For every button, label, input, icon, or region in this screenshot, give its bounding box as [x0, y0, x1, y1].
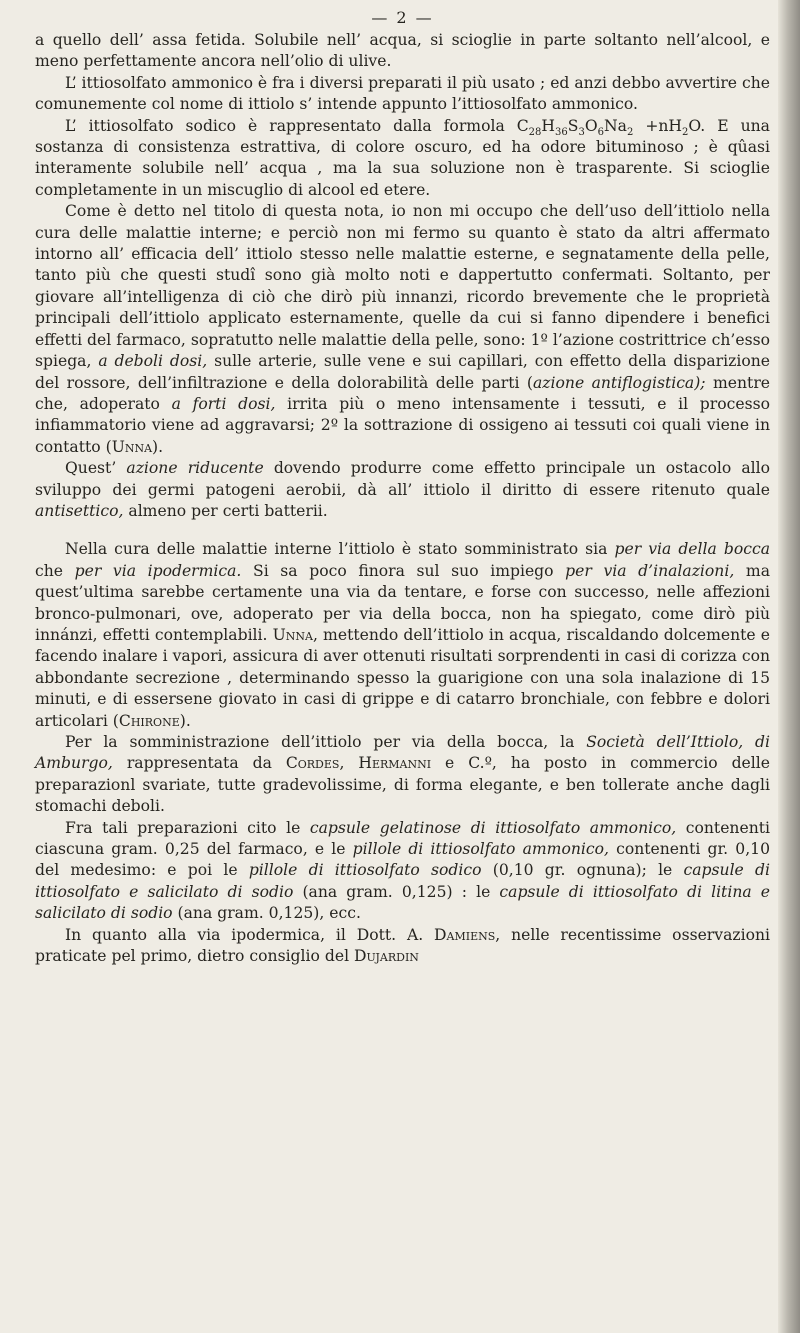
author-name: Unna: [272, 625, 313, 644]
paragraph-7: Per la somministrazione dell’ittiolo per via della bocca, la Società dell’Ittiolo, di Amburgo, rappresentata da Cordes, Hermanni e C.º, ha posto in commercio delle preparazionl svariate, tutte gradevolissime, di forma elegante, e ben tollerate anche dagli stomachi deboli.: [35, 733, 770, 816]
author-name: Chirone: [118, 711, 180, 730]
italic-term: Società dell’Ittiolo, di Amburgo,: [35, 733, 770, 773]
italic-term: pillole di ittiosolfato sodico: [248, 861, 482, 880]
paragraph-9: In quanto alla via ipodermica, il Dott. A. Damiens, nelle recentissime osservazioni praticate pel primo, dietro consiglio del Dujardin: [35, 925, 770, 966]
author-name: Cordes: [285, 754, 340, 773]
paragraph-5: Quest’ azione riducente dovendo produrre come effetto principale un ostacolo allo sviluppo dei germi patogeni aerobii, dà all’ ittiolo il diritto di essere ritenuto quale antisettico, almeno per certi batterii.: [35, 459, 770, 520]
italic-term: per via d’inalazioni,: [565, 561, 735, 580]
author-name: Damiens: [434, 925, 496, 944]
author-name: Hermanni: [358, 754, 432, 773]
italic-term: capsule gelatinose di ittiosolfato ammonico,: [309, 818, 677, 837]
paragraph-4: Come è detto nel titolo di questa nota, io non mi occupo che dell’uso dell’ittiolo nella cura delle malattie interne; e perciò non mi fermo su quanto è stato da altri affermato intorno all’ efficacia dell’ ittiolo stesso nelle malattie esterne, e segnatamente della pelle, tanto più che questi studî sono già molto noti e dappertutto confermati. Soltanto, per giovare all’intelligenza di ciò che dirò più innanzi, ricordo brevemente che le proprietà principali dell’ittiolo applicato esternamente, quelle da cui si fanno dipendere i benefici effetti del farmaco, sopratutto nelle malattie della pelle, sono: 1º l’azione costrittrice ch’esso spiega, a deboli dosi, sulle arterie, sulle vene e sui capillari, con effetto della disparizione del rossore, dell’infiltrazione e della dolorabilità delle parti (azione antiflogistica); mentre che, adoperato a forti dosi, irrita più o meno intensamente i tessuti, e il processo infiammatorio viene ad aggravarsi; 2º la sottrazione di ossigeno ai tessuti coi quali viene in contatto (Unna).: [35, 202, 770, 456]
chemical-formula: $C_{28}H_{36}S_3O_6Na_2 +nH_2O$.: [516, 116, 706, 138]
paragraph-3: [35, 116, 770, 202]
italic-term: per via della bocca: [614, 540, 770, 559]
author-name: Unna: [111, 437, 153, 456]
italic-term: per via ipodermica.: [74, 561, 242, 580]
italic-term: antisettico,: [35, 501, 124, 520]
text-run: E una sostanza di consistenza estrattiva, di colore oscuro, ed ha odore bituminoso ; è qûasi interamente solubile nell’ acqua , ma la sua soluzione non è trasparente. Si scioglie completamente in un miscuglio di alcool ed etere.: [35, 116, 770, 199]
paragraph-1: a quello dell’ assa fetida. Solubile nell’ acqua, si scioglie in parte soltanto nell’alcool, e meno perfettamente ancora nell’olio di ulive.: [35, 31, 770, 71]
author-name: Dujardin: [354, 947, 419, 966]
italic-term: azione antiflogistica);: [533, 373, 706, 392]
italic-term: pillole di ittiosolfato ammonico,: [352, 840, 609, 859]
italic-term: a forti dosi,: [171, 394, 276, 413]
page-number: — 2 —: [371, 8, 434, 27]
italic-term: capsule di ittiosolfato di litina e salicilato di sodio: [35, 882, 770, 923]
paragraph-8: Fra tali preparazioni cito le capsule gelatinose di ittiosolfato ammonico, contenenti ciascuna gram. 0,25 del farmaco, e le pillole di ittiosolfato ammonico, contenenti gr. 0,10 del medesimo: e poi le pillole di ittiosolfato sodico (0,10 gr. ognuna); le capsule di ittiosolfato e salicilato di sodio (ana gram. 0,125) : le capsule di ittiosolfato di litina e salicilato di sodio (ana gram. 0,125), ecc.: [35, 818, 770, 923]
paragraph-gap: [35, 522, 770, 539]
paragraph-2: L’ ittiosolfato ammonico è fra i diversi preparati il più usato ; ed anzi debbo avvertire che comunemente col nome di ittiolo s’ intende appunto l’ittiosolfato ammonico.: [35, 73, 770, 114]
body-text: [35, 30, 770, 967]
italic-term: capsule di ittiosolfato e salicilato di sodio: [35, 861, 770, 901]
paragraph-6: Nella cura delle malattie interne l’ittiolo è stato somministrato sia per via della bocca che per via ipodermica. Si sa poco finora sul suo impiego per via d’inalazioni, ma quest’ultima sarebbe certamente una via da tentare, e forse con successo, nelle affezioni bronco-pulmonari, ove, adoperato per via della bocca, non ha spiegato, come dirò più innánzi, effetti contemplabili. Unna, mettendo dell’ittiolo in acqua, riscaldando dolcemente e facendo inalare i vapori, assicura di aver ottenuti risultati sorprendenti in casi di corizza con abbondante secrezione , determinando spesso la guarigione con una sola inalazione di 15 minuti, e di essersene giovato in casi di grippe e di catarro bronchiale, con febbre e dolori articolari (Chirone).: [35, 540, 770, 730]
text-run: L’ ittiosolfato sodico è rappresentato dalla formola: [65, 116, 517, 135]
italic-term: azione riducente: [126, 459, 264, 478]
page-edge-shadow: [778, 0, 800, 1333]
italic-term: a deboli dosi,: [98, 352, 208, 371]
